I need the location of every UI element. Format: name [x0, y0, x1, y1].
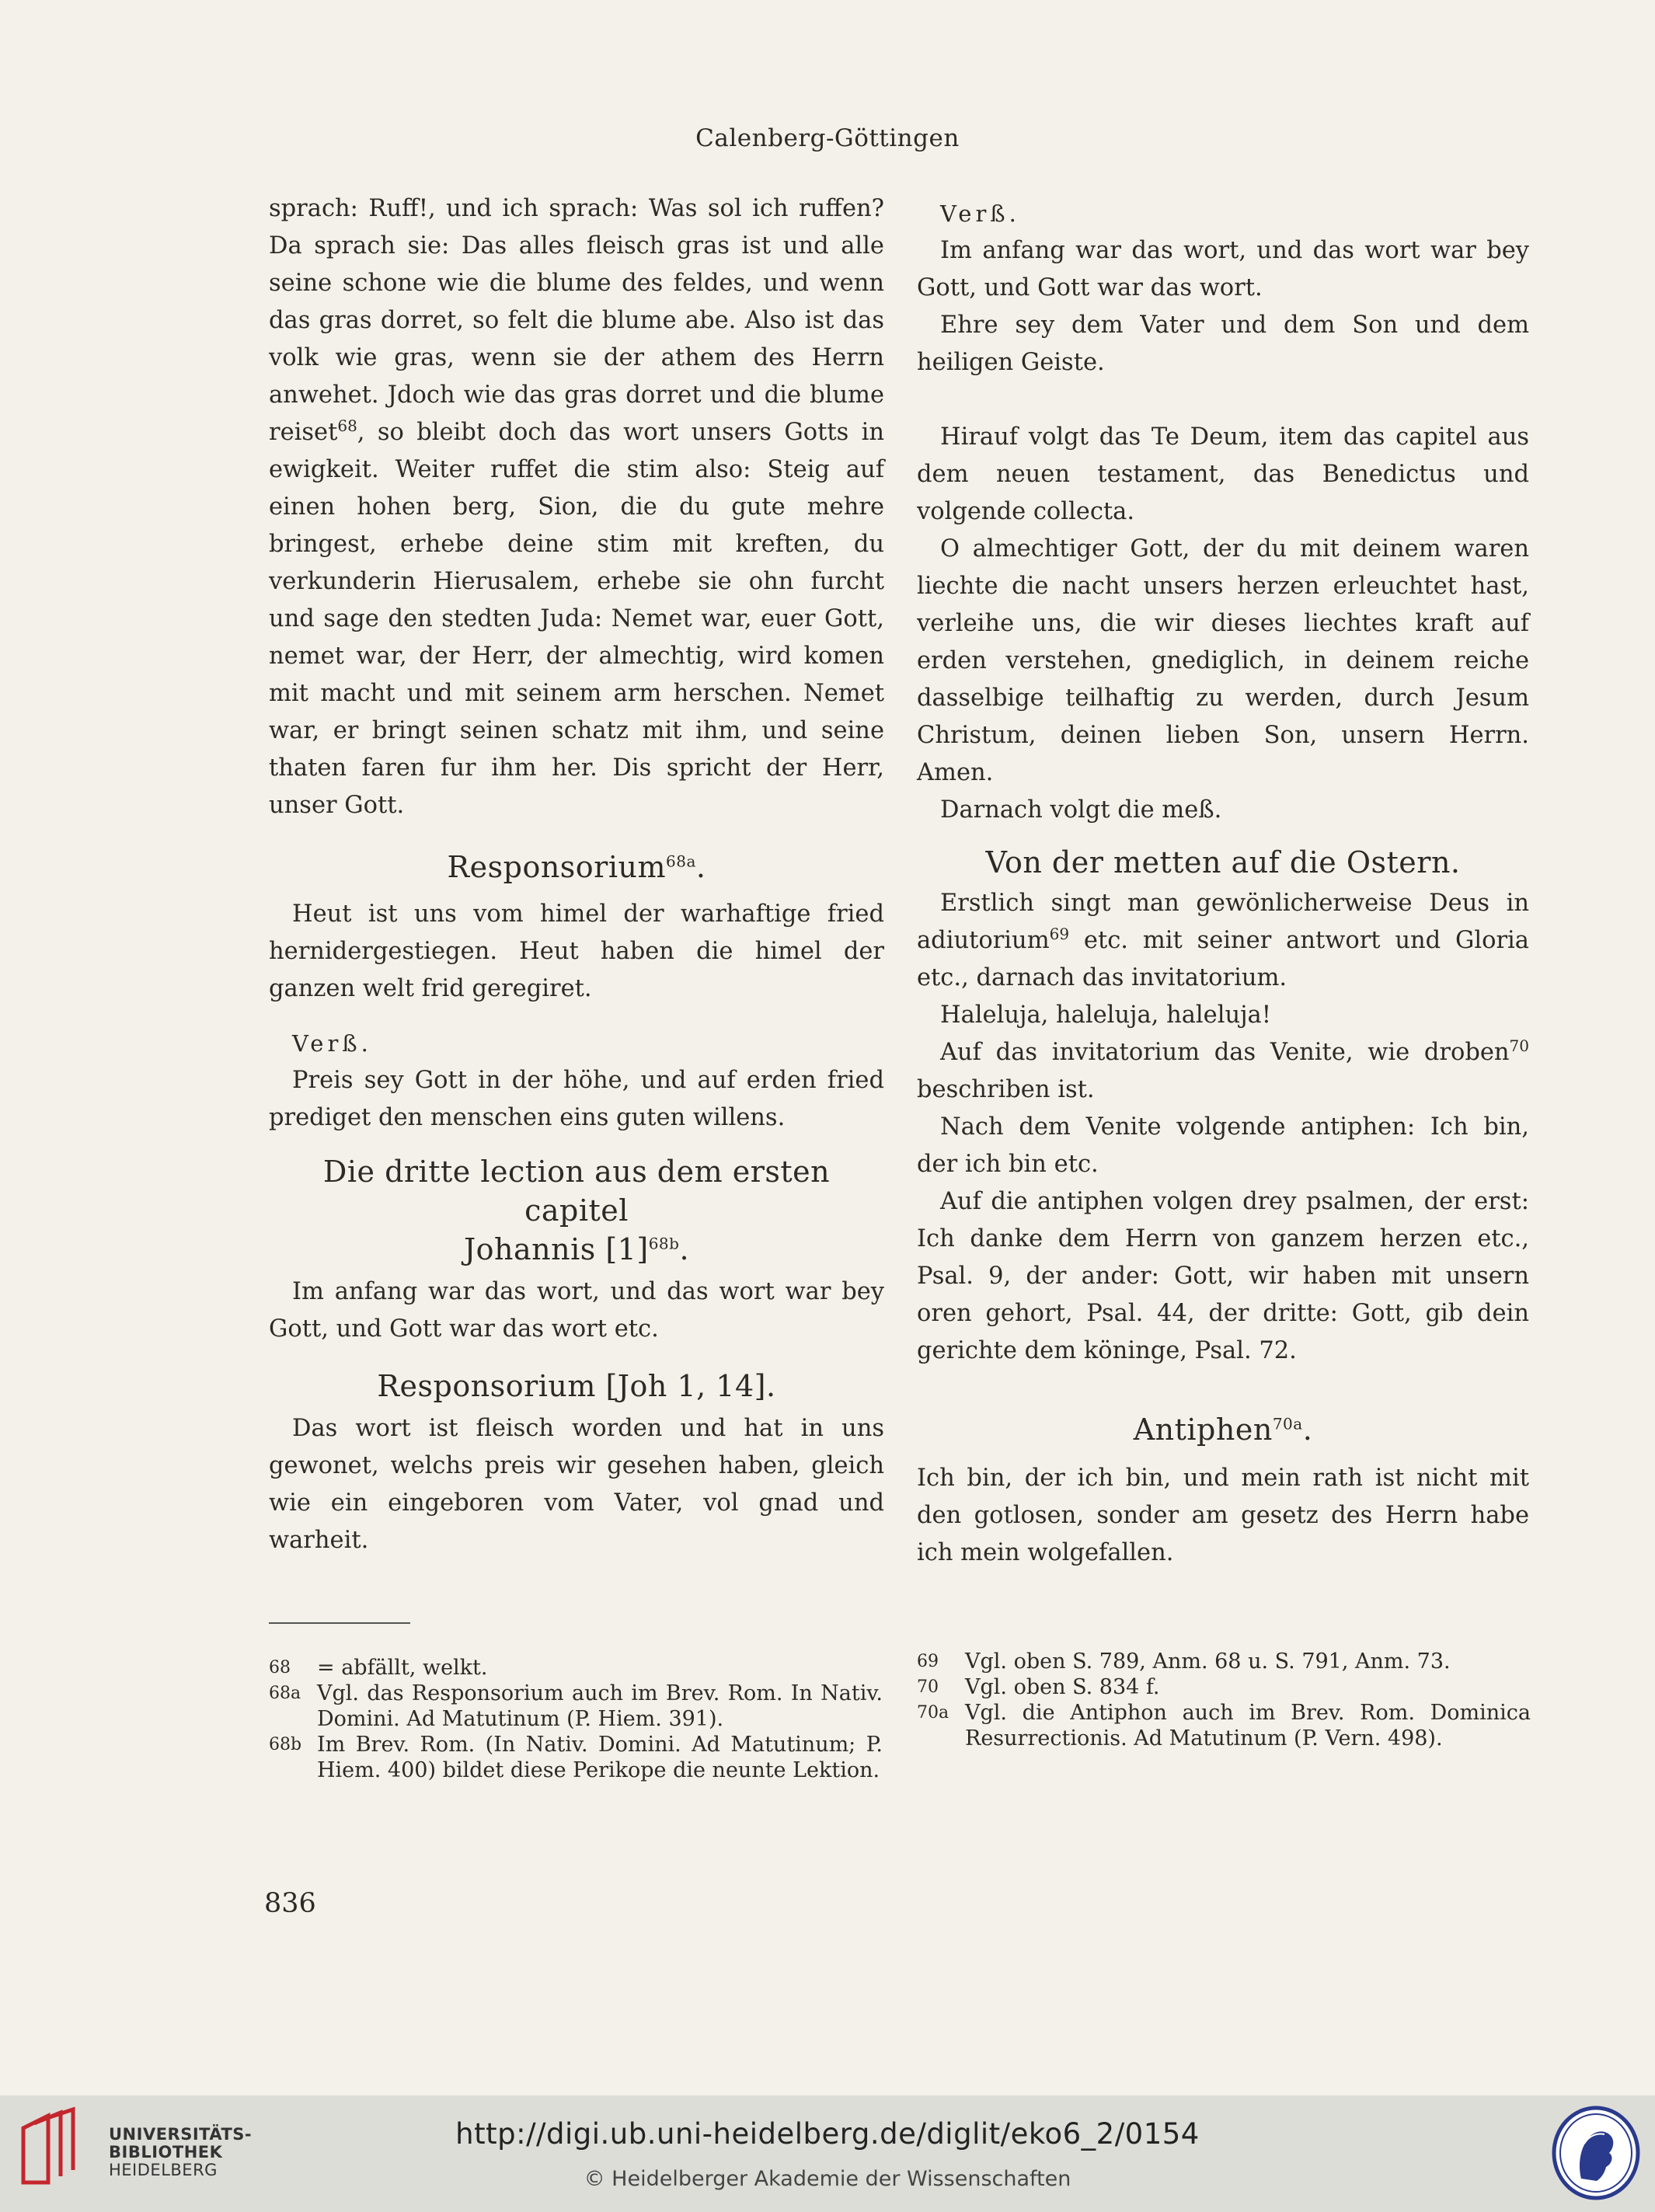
- footnote-ref[interactable]: 70: [1509, 1036, 1529, 1055]
- paragraph: Auf das invitatorium das Venite, wie droben$^{70}$ beschriben ist.: [917, 1036, 1529, 1103]
- vers-label: Verß.: [940, 200, 1020, 227]
- left-column: [269, 190, 884, 1559]
- paragraph: Auf die antiphen volgen drey psalmen, der erst: Ich danke dem Herrn von ganzem herzen etc., Psal. 9, der ander: Gott, wir haben mit unsern oren gehort, Psal. 44, der dritte: Gott, gib dein gerichte dem köninge, Psal. 72.: [917, 1188, 1529, 1364]
- footnote-ref[interactable]: 69: [1049, 924, 1070, 943]
- academy-seal-icon[interactable]: [1550, 2105, 1642, 2201]
- footnote: 68 = abfällt, welkt.: [269, 1656, 488, 1680]
- paragraph: Darnach volgt die meß.: [940, 796, 1222, 824]
- paragraph: Erstlich singt man gewönlicherweise Deus in adiutorium$^{69}$ etc. mit seiner antwort und Gloria etc., darnach das invitatorium.: [917, 890, 1529, 991]
- footnote: 69 Vgl. oben S. 789, Anm. 68 u. S. 791, Anm. 73.: [917, 1649, 1451, 1674]
- copyright-notice: © Heidelberger Akademie der Wissenschaften: [584, 2167, 1071, 2191]
- paragraph: Das wort ist fleisch worden und hat in uns gewonet, welchs preis wir gesehen haben, gleich wie ein eingeboren vom Vater, vol gnad und warheit.: [269, 1415, 884, 1554]
- running-title: Calenberg-Göttingen: [695, 124, 960, 152]
- paragraph: Ich bin, der ich bin, und mein rath ist nicht mit den gotlosen, sonder am gesetz des Herrn habe ich mein wolgefallen.: [917, 1465, 1529, 1566]
- footnotes-left: [269, 1655, 883, 1783]
- library-logo[interactable]: UNIVERSITÄTS- BIBLIOTHEK HEIDELBERG: [17, 2105, 219, 2190]
- footnote: 70a Vgl. die Antiphon auch im Brev. Rom. Dominica Resurrectionis. Ad Matutinum (P. Vern. 498).: [917, 1701, 1531, 1750]
- section-heading: Die dritte lection aus dem ersten capitel: [322, 1155, 831, 1228]
- vers-label: Verß.: [292, 1030, 372, 1057]
- paragraph: Im anfang war das wort, und das wort war bey Gott, und Gott war das wort etc.: [269, 1278, 884, 1343]
- paragraph: O almechtiger Gott, der du mit deinem waren liechte die nacht unsers herzen erleuchtet hast, verleihe uns, die wir dieses liechtes kraft auf erden verstehen, gnediglich, in deinem reiche dasselbige teilhaftig zu werden, durch Jesum Christum, deinen lieben Son, unsern Herrn. Amen.: [917, 535, 1529, 786]
- section-heading: Antiphen$^{70a}$.: [1133, 1413, 1313, 1447]
- footnote-ref[interactable]: 70a: [1272, 1414, 1303, 1433]
- section-heading: Responsorium [Joh 1, 14].: [377, 1369, 776, 1403]
- paragraph: Nach dem Venite volgende antiphen: Ich bin, der ich bin etc.: [917, 1113, 1529, 1178]
- paragraph: Haleluja, haleluja, haleluja!: [940, 1001, 1272, 1029]
- section-heading: Von der metten auf die Ostern.: [985, 845, 1461, 880]
- footnote: 68b Im Brev. Rom. (In Nativ. Domini. Ad Matutinum; P. Hiem. 400) bildet diese Perikope die neunte Lektion.: [269, 1733, 883, 1782]
- paragraph: Im anfang war das wort, und das wort war bey Gott, und Gott war das wort.: [917, 237, 1529, 301]
- right-column: [917, 190, 1529, 1572]
- footnote-rule: [269, 1622, 410, 1624]
- paragraph: Ehre sey dem Vater und dem Son und dem heiligen Geiste.: [917, 312, 1529, 376]
- footnote: 68a Vgl. das Responsorium auch im Brev. Rom. In Nativ. Domini. Ad Matutinum (P. Hiem. 391).: [269, 1681, 883, 1731]
- footnote: 70 Vgl. oben S. 834 f.: [917, 1675, 1160, 1699]
- paragraph: Hirauf volgt das Te Deum, item das capitel aus dem neuen testament, das Benedictus und volgende collecta.: [917, 423, 1529, 525]
- permalink-url[interactable]: http://digi.ub.uni-heidelberg.de/diglit/eko6_2/0154: [455, 2117, 1200, 2151]
- footnotes-right: [917, 1649, 1531, 1751]
- paragraph: Heut ist uns vom himel der warhaftige fried hernidergestiegen. Heut haben die himel der ganzen welt frid geregiret.: [269, 900, 884, 1002]
- paragraph: Preis sey Gott in der höhe, und auf erden fried prediget den menschen eins guten willens.: [269, 1067, 884, 1131]
- section-heading: Responsorium$^{68a}$.: [447, 850, 706, 884]
- section-heading-cont: Johannis $[1]^{68b}$.: [463, 1232, 690, 1266]
- viewer-footer: [0, 2095, 1655, 2212]
- page-number: 836: [264, 1888, 316, 1919]
- footnote-ref[interactable]: 68: [337, 416, 357, 435]
- paragraph: sprach: Ruff!, und ich sprach: Was sol ich ruffen? Da sprach sie: Das alles fleisch gras ist und alle seine schone wie die blume des feldes, und wenn das gras dorret, so felt die blume abe. Also ist das volk wie gras, wenn sie der athem des Herrn anwehet. Jdoch wie das gras dorret und die blume reiset$^{68}$, so bleibt doch das wort unsers Gotts in ewigkeit. Weiter ruffet die stim also: Steig auf einen hohen berg, Sion, die du gute mehre bringest, erhebe deine stim mit kreften, du verkunderin Hierusalem, erhebe sie ohn furcht und sage den stedten Juda: Nemet war, euer Gott, nemet war, der Herr, der almechtig, wird komen mit macht und mit seinem arm herschen. Nemet war, er bringt seinen schatz mit ihm, und seine thaten faren fur ihm her. Dis spricht der Herr, unser Gott.: [269, 195, 884, 819]
- footnote-ref[interactable]: 68a: [666, 852, 696, 871]
- footnote-ref[interactable]: 68b: [648, 1234, 680, 1253]
